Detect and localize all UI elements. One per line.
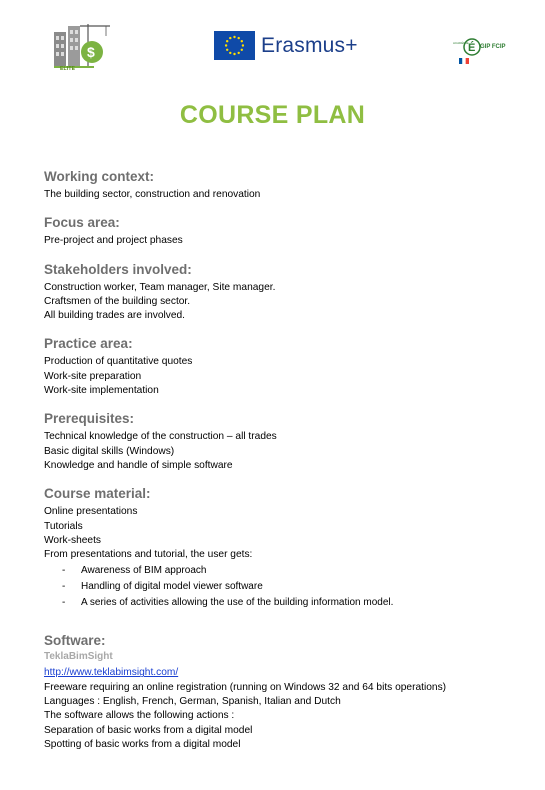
list-item-text: Handling of digital model viewer software xyxy=(81,581,263,593)
academie-label: ACADÉMIE xyxy=(453,41,469,45)
french-flag-icon xyxy=(459,58,469,64)
software-link[interactable]: http://www.teklabimsight.com/ xyxy=(44,667,179,679)
section-line: Craftsmen of the building sector. xyxy=(44,295,191,307)
section-line: All building trades are involved. xyxy=(44,310,186,322)
elite-logo-text: ELITE xyxy=(60,66,76,72)
focus-area-section xyxy=(44,214,514,248)
section-line: Production of quantitative quotes xyxy=(44,356,193,368)
list-item xyxy=(62,595,514,611)
bullet-marker: - xyxy=(62,565,66,577)
practice-area-section xyxy=(44,335,514,398)
section-heading: Focus area: xyxy=(44,215,120,231)
svg-text:É: É xyxy=(468,42,476,54)
section-line: The software allows the following actions : xyxy=(44,710,235,722)
section-heading: Working context: xyxy=(44,169,155,184)
section-line: Languages : English, French, German, Spanish, Italian and Dutch xyxy=(44,696,341,708)
svg-text:$: $ xyxy=(87,44,95,60)
section-heading: Prerequisites: xyxy=(44,411,135,427)
section-line: Separation of basic works from a digital model xyxy=(44,724,253,736)
course-plan-content xyxy=(44,168,514,752)
section-line: Spotting of basic works from a digital model xyxy=(44,738,241,750)
section-heading: Stakeholders involved: xyxy=(44,261,192,277)
e-circle-logo-icon xyxy=(462,37,482,57)
section-line: Construction worker, Team manager, Site manager. xyxy=(44,281,276,293)
bullet-marker: - xyxy=(62,581,66,593)
elite-logo xyxy=(50,22,112,78)
eu-flag-icon xyxy=(214,31,255,60)
section-line: Basic digital skills (Windows) xyxy=(44,445,175,457)
working-context-section xyxy=(44,168,514,202)
section-line: Work-site preparation xyxy=(44,370,142,382)
section-heading: Course material: xyxy=(44,486,151,502)
section-line: From presentations and tutorial, the user gets: xyxy=(44,549,253,561)
section-line: Work-site implementation xyxy=(44,385,159,397)
section-line: Freeware requiring an online registration (running on Windows 32 and 64 bits operations) xyxy=(44,681,447,693)
list-item xyxy=(62,579,514,595)
software-section xyxy=(44,632,514,752)
section-line: Technical knowledge of the construction – all trades xyxy=(44,431,277,443)
section-line: Online presentations xyxy=(44,506,138,518)
bullet-marker: - xyxy=(62,597,66,609)
section-heading: Software: xyxy=(44,633,106,649)
gip-fcip-label: GIP FCIP xyxy=(480,44,506,50)
page-title: COURSE PLAN xyxy=(179,101,366,129)
erasmus-label: Erasmus+ xyxy=(261,34,358,57)
list-item-text: Awareness of BIM approach xyxy=(81,565,207,577)
document-header xyxy=(0,0,545,90)
bullet-list xyxy=(44,563,514,611)
list-item-text: A series of activities allowing the use of the building information model. xyxy=(81,597,394,609)
software-name: TeklaBimSight xyxy=(44,651,113,663)
section-line: Tutorials xyxy=(44,520,83,532)
section-heading: Practice area: xyxy=(44,336,133,352)
gip-fcip-logo xyxy=(453,37,523,69)
stakeholders-section xyxy=(44,261,514,324)
section-line: Pre-project and project phases xyxy=(44,235,183,247)
prerequisites-section xyxy=(44,410,514,473)
section-line: Knowledge and handle of simple software xyxy=(44,459,233,471)
section-line: The building sector, construction and renovation xyxy=(44,189,261,200)
list-item xyxy=(62,563,514,579)
section-line: Work-sheets xyxy=(44,534,101,546)
course-material-section xyxy=(44,485,514,611)
